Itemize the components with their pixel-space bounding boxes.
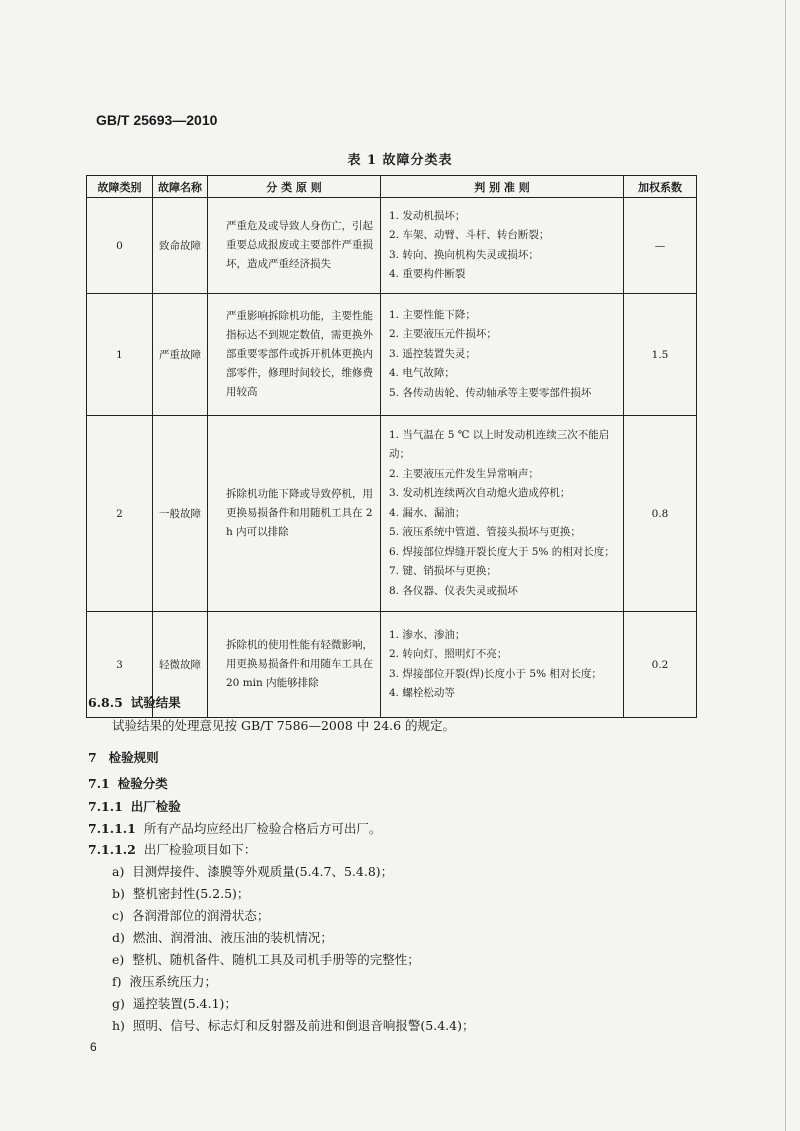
criteria-item: 4. 重要构件断裂 bbox=[389, 268, 466, 280]
classification-principle: 拆除机的使用性能有轻微影响，用更换易损备件和用随车工具在 20 min 内能够排除 bbox=[208, 612, 381, 718]
item-label: f) bbox=[112, 974, 122, 989]
section-number: 6.8.5 bbox=[88, 695, 123, 710]
item-label: g) bbox=[112, 996, 125, 1011]
item-text: 液压系统压力； bbox=[129, 974, 217, 989]
weight-coefficient: 0.8 bbox=[624, 416, 697, 612]
fault-name: 致命故障 bbox=[153, 198, 208, 294]
column-header: 加权系数 bbox=[624, 176, 697, 198]
section-7-1-1-1 bbox=[88, 819, 381, 837]
fault-category: 2 bbox=[87, 416, 153, 612]
table-caption: 表 1 故障分类表 bbox=[347, 153, 453, 168]
section-text: 出厂检验项目如下： bbox=[143, 842, 257, 857]
item-label: d) bbox=[112, 930, 125, 945]
classification-principle: 严重影响拆除机功能，主要性能指标达不到规定数值，需更换外部重要零部件或拆开机体更换内部零件，修理时间较长，维修费用较高 bbox=[208, 294, 381, 416]
criteria-item: 8. 各仪器、仪表失灵或损坏 bbox=[389, 584, 518, 597]
list-item bbox=[112, 906, 269, 924]
column-header: 判 别 准 则 bbox=[381, 176, 624, 198]
item-label: b) bbox=[112, 886, 125, 901]
item-text: 目测焊接件、漆膜等外观质量(5.4.7、5.4.8)； bbox=[132, 864, 394, 879]
standard-code: GB/T 25693—2010 bbox=[96, 112, 218, 128]
criteria-item: 5. 液压系统中管道、管接头损坏与更换； bbox=[389, 526, 581, 539]
section-number: 7.1.1 bbox=[88, 799, 123, 814]
criteria-item: 4. 漏水、漏油； bbox=[389, 506, 466, 519]
criteria-item: 7. 键、销损坏与更换； bbox=[389, 565, 497, 578]
section-7-1-heading bbox=[88, 774, 168, 792]
item-label: a) bbox=[112, 864, 125, 879]
list-item bbox=[112, 950, 420, 968]
fault-category: 3 bbox=[87, 612, 153, 718]
section-7-1-1-2 bbox=[88, 840, 256, 858]
list-item bbox=[112, 862, 393, 880]
criteria-item: 2. 主要液压元件损坏； bbox=[389, 328, 497, 341]
criteria-item: 3. 发动机连续两次自动熄火造成停机； bbox=[389, 487, 571, 500]
section-title: 出厂检验 bbox=[130, 799, 181, 814]
section-7-heading bbox=[88, 748, 159, 766]
item-text: 照明、信号、标志灯和反射器及前进和倒退音响报警(5.4.4)； bbox=[132, 1018, 475, 1033]
criteria-item: 1. 当气温在 5 ℃ 以上时发动机连续三次不能启动； bbox=[389, 428, 610, 461]
section-6-8-5-heading bbox=[88, 693, 181, 711]
fault-category: 0 bbox=[87, 198, 153, 294]
item-text: 遥控装置(5.4.1)； bbox=[132, 996, 237, 1011]
criteria-item: 3. 遥控装置失灵； bbox=[389, 347, 476, 360]
criteria-item: 4. 电气故障； bbox=[389, 367, 455, 380]
criteria-item: 2. 转向灯、照明灯不亮； bbox=[389, 648, 508, 660]
weight-coefficient: 1.5 bbox=[624, 294, 697, 416]
weight-coefficient: 0.2 bbox=[624, 612, 697, 718]
fault-name: 严重故障 bbox=[153, 294, 208, 416]
criteria-item: 3. 转向、换向机构失灵或损坏； bbox=[389, 248, 539, 261]
list-item bbox=[112, 1016, 474, 1034]
item-label: c) bbox=[112, 908, 124, 923]
criteria-item: 6. 焊接部位焊缝开裂长度大于 5% 的相对长度； bbox=[389, 545, 615, 558]
section-number: 7.1.1.2 bbox=[88, 842, 136, 857]
section-title: 试验结果 bbox=[130, 695, 181, 710]
section-number: 7.1 bbox=[88, 776, 110, 791]
criteria-item: 5. 各传动齿轮、传动轴承等主要零部件损坏 bbox=[389, 386, 592, 399]
list-item bbox=[112, 972, 217, 990]
column-header: 分 类 原 则 bbox=[208, 176, 381, 198]
section-number: 7 bbox=[88, 750, 97, 765]
section-7-1-1-heading bbox=[88, 797, 181, 815]
criteria-item: 2. 车架、动臂、斗杆、转台断裂； bbox=[389, 229, 550, 241]
section-text: 所有产品均应经出厂检验合格后方可出厂。 bbox=[143, 821, 382, 836]
item-text: 整机、随机备件、随机工具及司机手册等的完整性； bbox=[132, 952, 420, 967]
section-title: 检验规则 bbox=[108, 750, 159, 765]
column-header: 故障名称 bbox=[153, 176, 208, 198]
criteria-item: 4. 螺栓松动等 bbox=[389, 687, 455, 699]
item-label: h) bbox=[112, 1018, 125, 1033]
section-6-8-5-text: 试验结果的处理意见按 GB/T 7586—2008 中 24.6 的规定。 bbox=[112, 718, 456, 733]
criteria-item: 1. 主要性能下降； bbox=[389, 308, 476, 321]
column-header: 故障类别 bbox=[87, 176, 153, 198]
criteria-item: 3. 焊接部位开裂(焊)长度小于 5% 相对长度； bbox=[389, 667, 602, 680]
item-label: e) bbox=[112, 952, 125, 967]
criteria-item: 1. 渗水、渗油； bbox=[389, 628, 466, 641]
criteria-item: 2. 主要液压元件发生异常响声； bbox=[389, 467, 539, 480]
classification-principle: 严重危及或导致人身伤亡，引起重要总成报废或主要部件严重损坏，造成严重经济损失 bbox=[208, 198, 381, 294]
list-item bbox=[112, 884, 249, 902]
fault-name: 一般故障 bbox=[153, 416, 208, 612]
page-number: 6 bbox=[90, 1040, 97, 1054]
list-item bbox=[112, 994, 237, 1012]
item-text: 各润滑部位的润滑状态； bbox=[131, 908, 270, 923]
classification-principle: 拆除机功能下降或导致停机，用更换易损备件和用随机工具在 2 h 内可以排除 bbox=[208, 416, 381, 612]
item-text: 整机密封性(5.2.5)； bbox=[132, 886, 250, 901]
criteria-item: 1. 发动机损坏； bbox=[389, 209, 466, 222]
list-item bbox=[112, 928, 333, 946]
weight-coefficient: — bbox=[624, 198, 697, 294]
section-title: 检验分类 bbox=[117, 776, 168, 791]
item-text: 燃油、润滑油、液压油的装机情况； bbox=[132, 930, 333, 945]
fault-category: 1 bbox=[87, 294, 153, 416]
fault-name: 轻微故障 bbox=[153, 612, 208, 718]
section-number: 7.1.1.1 bbox=[88, 821, 136, 836]
